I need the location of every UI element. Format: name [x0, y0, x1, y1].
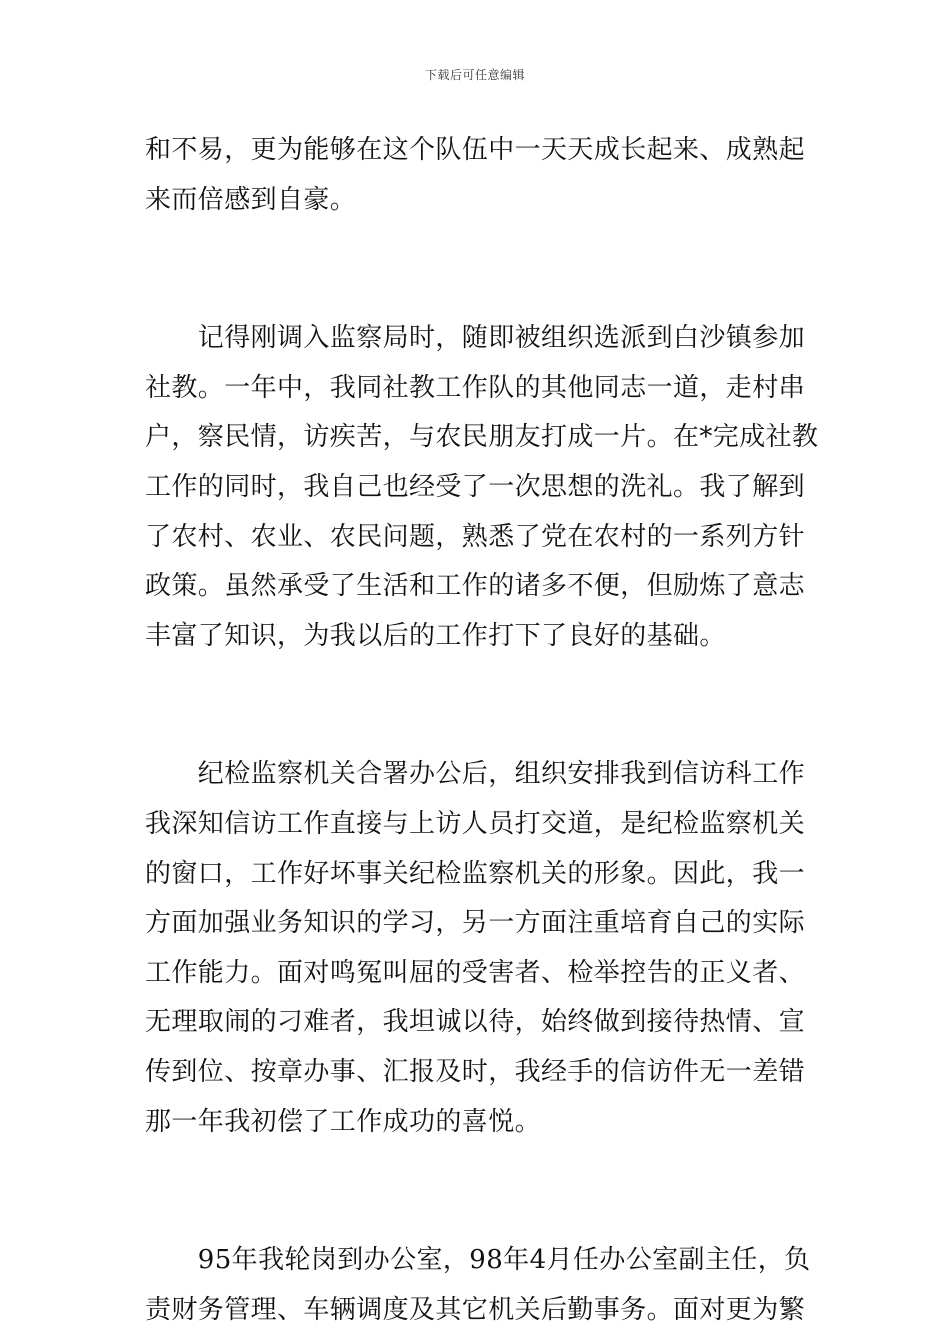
text-line: 无理取闹的刁难者，我坦诚以待，始终做到接待热情、宣 — [145, 1007, 806, 1038]
paragraph — [145, 314, 819, 661]
text-line: 了农村、农业、农民问题，熟悉了党在农村的一系列方针 — [145, 521, 806, 552]
text-line: 的窗口，工作好坏事关纪检监察机关的形象。因此，我一 — [145, 858, 806, 889]
text-line: 方面加强业务知识的学习，另一方面注重培育自己的实际 — [145, 908, 806, 939]
document-body — [145, 126, 819, 1335]
text-line: 传到位、按章办事、汇报及时，我经手的信访件无一差错 — [145, 1056, 806, 1087]
text-line: 我深知信访工作直接与上访人员打交道，是纪检监察机关 — [145, 808, 806, 839]
text-line: 和不易，更为能够在这个队伍中一天天成长起来、成熟起 — [145, 135, 806, 165]
text-line: 政策。虽然承受了生活和工作的诸多不便，但励炼了意志 — [145, 571, 806, 602]
text-line: 记得刚调入监察局时，随即被组织选派到白沙镇参加 — [145, 323, 806, 354]
paragraph — [145, 1236, 810, 1335]
text-line: 户，察民情，访疾苦，与农民朋友打成一片。在*完成社教 — [145, 422, 819, 453]
paragraph — [145, 750, 810, 1147]
text-line: 来而倍感到自豪。 — [145, 184, 357, 215]
text-line: 责财务管理、车辆调度及其它机关后勤事务。面对更为繁 — [145, 1294, 806, 1325]
text-line: 丰富了知识，为我以后的工作打下了良好的基础。 — [145, 620, 726, 651]
text-line: 社教。一年中，我同社教工作队的其他同志一道，走村串 — [145, 372, 806, 403]
text-line: 那一年我初偿了工作成功的喜悦。 — [145, 1106, 542, 1137]
page-header: 下载后可任意编辑 — [424, 68, 525, 82]
text-line: 95年我轮岗到办公室，98年4月任办公室副主任，负 — [145, 1245, 811, 1276]
text-line: 工作能力。面对鸣冤叫屈的受害者、检举控告的正义者、 — [145, 957, 806, 988]
text-line: 纪检监察机关合署办公后，组织安排我到信访科工作 — [145, 759, 806, 790]
text-line: 工作的同时，我自己也经受了一次思想的洗礼。我了解到 — [145, 471, 806, 502]
paragraph — [145, 126, 810, 225]
